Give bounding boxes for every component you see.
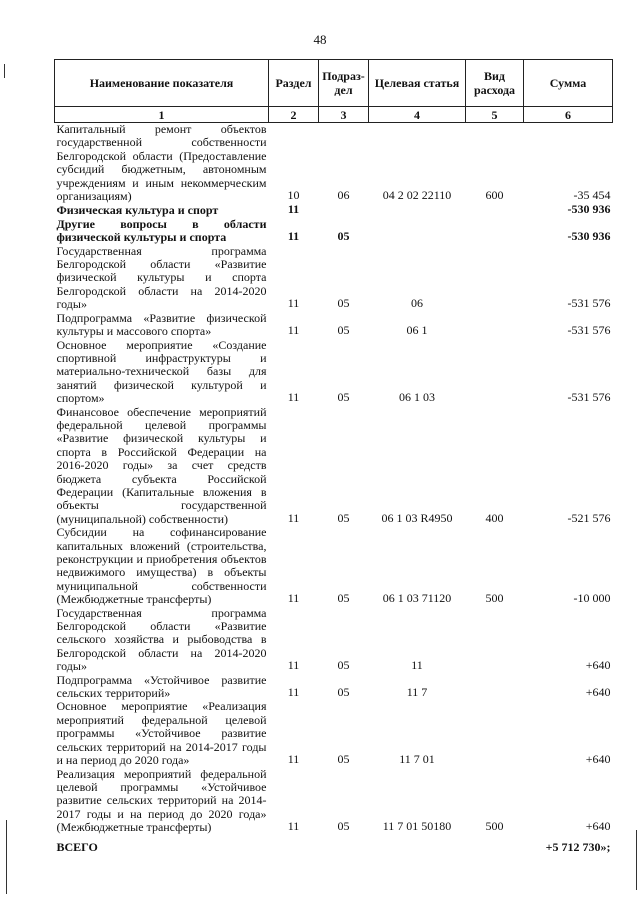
row-expense-type: 400 <box>485 510 504 525</box>
row-section: 11 <box>287 658 300 673</box>
row-amount: +640 <box>585 685 611 700</box>
row-section: 11 <box>287 752 300 767</box>
header-name: Наименование показателя <box>55 60 269 107</box>
table-row <box>55 526 613 606</box>
row-section: 11 <box>287 390 300 405</box>
row-subsection: 05 <box>337 658 350 673</box>
right-edge-mark <box>636 830 637 890</box>
row-amount: -530 936 <box>567 229 611 244</box>
row-name: Финансовое обеспечение мероприятий федеральной целевой программы «Развитие физической культуры и спорта в Российской Федерации на 2016-2020 годы» за счет средств бюджета субъекта Российской Федерации (Капитальные вложения в объекты государственной (муниципальной) собственности) <box>56 404 267 526</box>
row-amount: -531 576 <box>567 323 611 338</box>
total-label: ВСЕГО <box>56 839 98 854</box>
row-section: 10 <box>287 188 300 203</box>
table-header-row <box>55 60 613 107</box>
col-number: 6 <box>524 107 613 123</box>
header-expense-type: Вид расхода <box>466 60 524 107</box>
col-number: 3 <box>319 107 369 123</box>
row-amount: -531 576 <box>567 296 611 311</box>
row-subsection: 05 <box>337 685 350 700</box>
table-row <box>55 768 613 835</box>
row-target: 06 1 03 <box>399 390 435 405</box>
row-name: Другие вопросы в области физической культуры и спорта <box>56 216 267 245</box>
row-target: 04 2 02 22110 <box>382 188 452 203</box>
header-amount: Сумма <box>524 60 613 107</box>
row-target <box>369 218 466 245</box>
row-target: 06 1 03 R4950 <box>381 510 453 525</box>
row-expense-type <box>466 203 524 217</box>
row-expense-type: 500 <box>485 591 504 606</box>
row-name: Физическая культура и спорт <box>56 203 219 218</box>
header-section: Раздел <box>269 60 319 107</box>
left-edge-mark-bottom <box>6 820 7 894</box>
row-section: 11 <box>287 323 300 338</box>
row-subsection: 06 <box>337 188 350 203</box>
table-row <box>55 245 613 312</box>
row-amount: +640 <box>585 752 611 767</box>
row-name: Подпрограмма «Развитие физической культуры и массового спорта» <box>56 310 267 339</box>
column-number-row <box>55 107 613 123</box>
row-section: 11 <box>287 819 300 834</box>
row-expense-type <box>466 218 524 245</box>
row-expense-type: 500 <box>485 819 504 834</box>
row-name: Основное мероприятие «Реализация мероприятий федеральной целевой программы «Устойчивое развитие сельских территорий на 2014-2017 годы и на период до 2020 года» <box>56 699 267 768</box>
row-target: 06 <box>411 296 423 311</box>
total-row <box>55 835 613 854</box>
header-subsection: Подраз-дел <box>319 60 369 107</box>
row-section: 11 <box>287 685 300 700</box>
row-amount: -10 000 <box>573 591 611 606</box>
table-row <box>55 123 613 204</box>
row-amount: -531 576 <box>567 390 611 405</box>
table-row <box>55 674 613 701</box>
budget-table <box>54 59 613 854</box>
row-section: 11 <box>287 591 300 606</box>
table-row <box>55 406 613 527</box>
row-subsection: 05 <box>337 296 350 311</box>
row-subsection: 05 <box>337 323 350 338</box>
row-expense-type <box>466 700 524 767</box>
table-row <box>55 607 613 674</box>
row-target: 11 <box>411 658 423 673</box>
page-number: 48 <box>313 32 327 47</box>
row-target: 06 1 <box>406 323 428 338</box>
table-row <box>55 700 613 767</box>
row-subsection: 05 <box>337 390 350 405</box>
row-section: 11 <box>287 229 300 244</box>
col-number: 2 <box>269 107 319 123</box>
row-subsection <box>319 203 369 217</box>
row-amount: -521 576 <box>567 510 611 525</box>
row-name: Государственная программа Белгородской области «Развитие сельского хозяйства и рыбоводства в Белгородской области на 2014-2020 годы» <box>56 605 267 674</box>
row-amount: -35 454 <box>573 188 611 203</box>
left-edge-mark <box>4 64 5 78</box>
row-expense-type: 600 <box>485 188 504 203</box>
row-subsection: 05 <box>337 591 350 606</box>
row-subsection: 05 <box>337 752 350 767</box>
table-row <box>55 203 613 217</box>
col-number: 1 <box>55 107 269 123</box>
table-row <box>55 312 613 339</box>
table-row <box>55 339 613 406</box>
row-name: Субсидии на софинансирование капитальных вложений (строительства, реконструкции и приобретения объектов недвижимого имущества) в объекты муниципальной собственности (Межбюджетные трансферты) <box>56 525 267 607</box>
row-subsection: 05 <box>337 510 350 525</box>
row-amount: +640 <box>585 819 611 834</box>
row-amount: +640 <box>585 658 611 673</box>
row-target: 06 1 03 71120 <box>382 591 452 606</box>
row-name: Подпрограмма «Устойчивое развитие сельских территорий» <box>56 672 267 701</box>
row-expense-type <box>466 607 524 674</box>
row-section: 11 <box>287 202 300 217</box>
header-target: Целевая статья <box>369 60 466 107</box>
row-target: 11 7 01 <box>399 752 435 767</box>
row-target: 11 7 <box>406 685 428 700</box>
row-expense-type <box>466 245 524 312</box>
row-expense-type <box>466 312 524 339</box>
col-number: 5 <box>466 107 524 123</box>
row-name: Государственная программа Белгородской области «Развитие физической культуры и спорта Белгородской области на 2014-2020 годы» <box>56 243 267 312</box>
table-row <box>55 218 613 245</box>
row-expense-type <box>466 339 524 406</box>
row-subsection: 05 <box>337 819 350 834</box>
row-name: Реализация мероприятий федеральной целевой программы «Устойчивое развитие сельских территорий на 2014-2017 годы и на период до 2020 года» (Межбюджетные трансферты) <box>56 766 267 835</box>
row-section: 11 <box>287 296 300 311</box>
row-target <box>369 203 466 217</box>
row-section: 11 <box>287 510 300 525</box>
row-name: Основное мероприятие «Создание спортивной инфраструктуры и материально-технической базы для занятий физической культурой и спортом» <box>56 337 267 406</box>
row-expense-type <box>466 674 524 701</box>
total-amount: +5 712 730»; <box>545 839 611 854</box>
col-number: 4 <box>369 107 466 123</box>
row-subsection: 05 <box>337 229 350 244</box>
row-target: 11 7 01 50180 <box>382 819 452 834</box>
row-name: Капитальный ремонт объектов государственной собственности Белгородской области (Предоставление субсидий бюджетным, автономным учреждениям и иным некоммерческим организациям) <box>56 122 267 204</box>
row-amount: -530 936 <box>567 202 611 217</box>
